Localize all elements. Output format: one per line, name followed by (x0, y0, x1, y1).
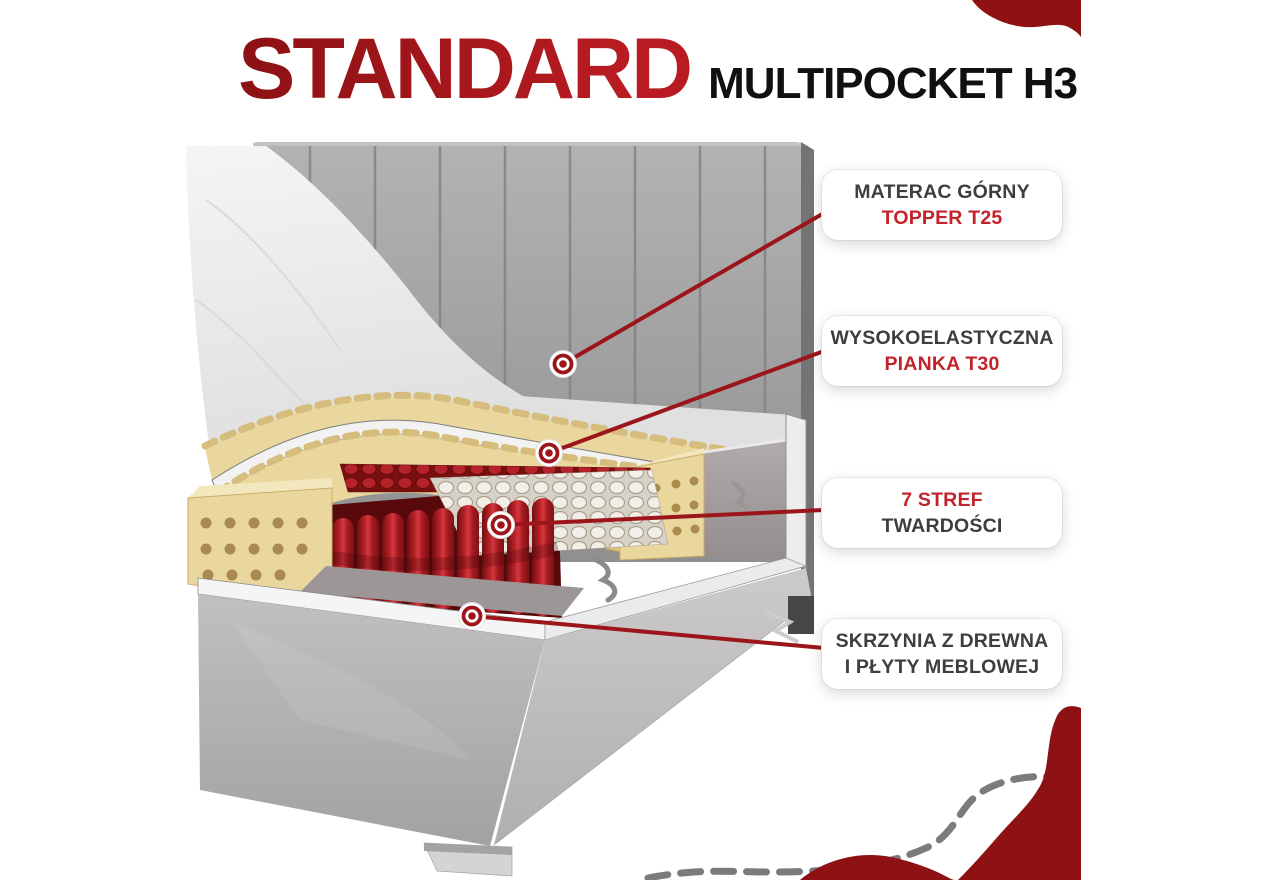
page-title (238, 21, 1078, 117)
storage-box (198, 568, 814, 876)
callout-text-line2: TOPPER T25 (881, 207, 1003, 229)
title-primary: STANDARD (238, 21, 691, 117)
callout-label-box (822, 619, 1062, 689)
callout-dot-foam (536, 440, 563, 467)
callout-text-line2: TWARDOŚCI (881, 515, 1003, 537)
callout-text-line1: MATERAC GÓRNY (854, 181, 1030, 203)
callout-dot-box (459, 603, 486, 630)
callout-label-zones (822, 478, 1062, 548)
bed-foot (424, 843, 512, 876)
callout-dot-topper (550, 351, 577, 378)
callout-text-line1: 7 STREF (901, 489, 983, 511)
callout-text-line1: SKRZYNIA Z DREWNA (835, 630, 1049, 652)
callout-text-line1: WYSOKOELASTYCZNA (830, 327, 1054, 349)
callout-label-foam (822, 316, 1062, 386)
callout-label-topper (822, 170, 1062, 240)
callout-dot-zones (488, 512, 515, 539)
callout-text-line2: PIANKA T30 (884, 353, 1000, 375)
title-secondary: MULTIPOCKET H3 (708, 59, 1078, 108)
callout-text-line2: I PŁYTY MEBLOWEJ (844, 656, 1040, 678)
bottom-right-blob (800, 706, 1081, 880)
